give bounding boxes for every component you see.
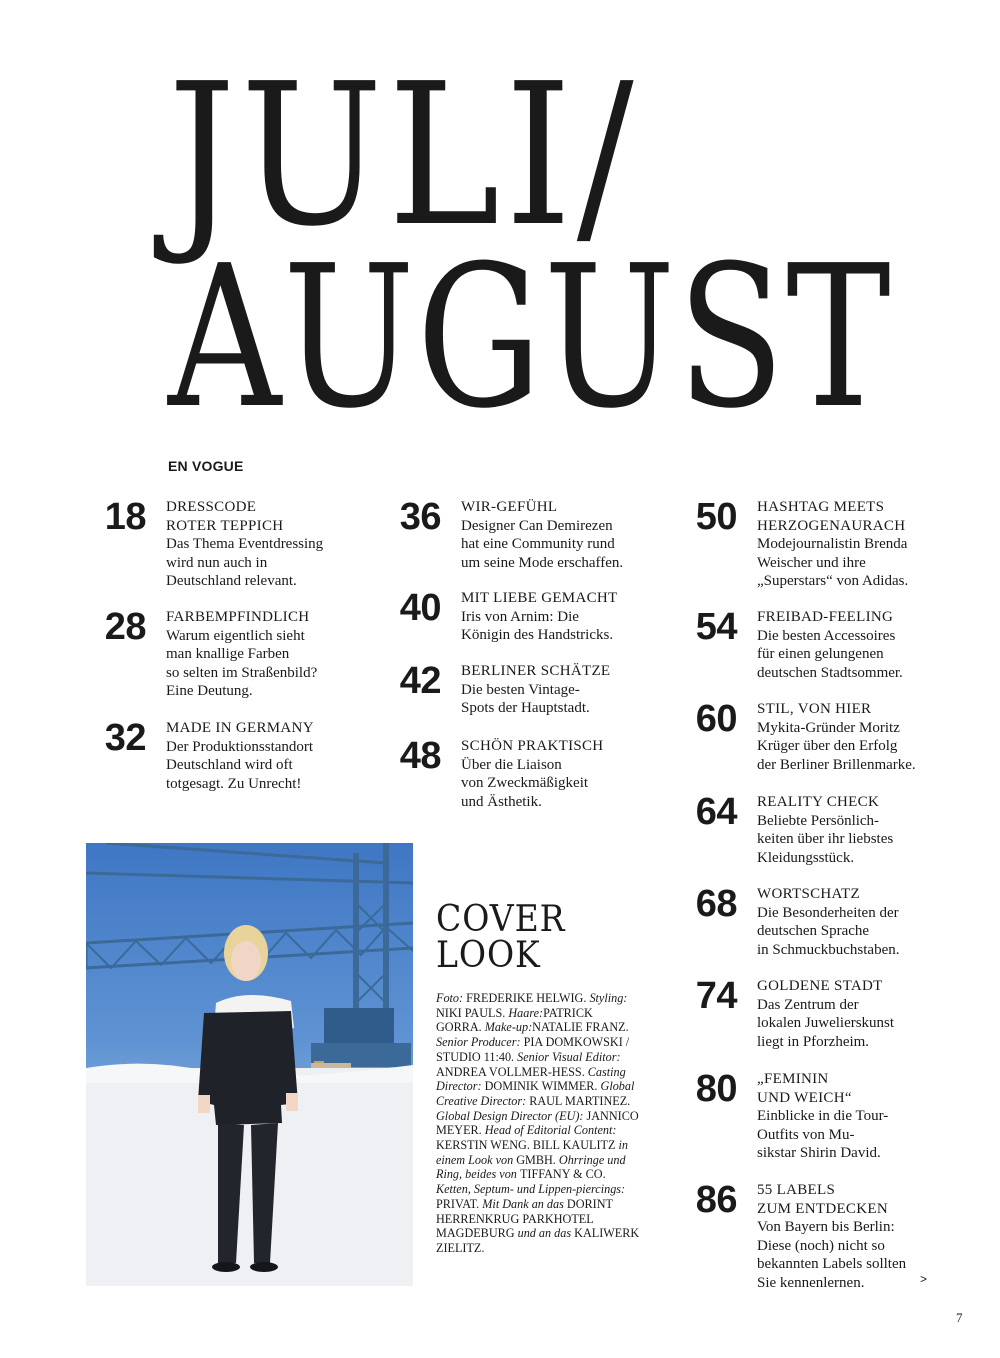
entry-description: Beliebte Persönlich- keiten über ihr liebstes Kleidungsstück. <box>757 812 894 866</box>
credit-name: PIA DOMKOWSKI / STUDIO 11:40. <box>436 1035 630 1064</box>
continue-arrow-icon[interactable]: > <box>920 1272 928 1286</box>
entry-heading: „FEMININ UND WEICH“ <box>757 1071 852 1106</box>
credit-role: und an das <box>517 1226 575 1241</box>
credit-role: Foto: <box>436 991 467 1005</box>
toc-entry[interactable] <box>399 496 624 572</box>
page-number-footer: 7 <box>956 1310 963 1325</box>
credit-name: RAUL MARTINEZ. <box>529 1093 631 1108</box>
entry-heading: SCHÖN PRAKTISCH <box>461 738 604 754</box>
page-number: 86 <box>695 1179 737 1221</box>
credit-role: Casting Director: <box>436 1064 626 1094</box>
entry-heading: BERLINER SCHÄTZE <box>461 663 611 679</box>
section-label: EN VOGUE <box>168 458 244 474</box>
toc-entry[interactable] <box>695 698 916 774</box>
entry-heading: HASHTAG MEETS HERZOGENAURACH <box>757 499 906 534</box>
credit-role: Head of Editorial Content: <box>484 1123 617 1138</box>
entry-description: Die besten Accessoires für einen gelungenen deutschen Stadtsommer. <box>757 627 903 681</box>
page-number: 32 <box>104 717 146 759</box>
credit-name: DOMINIK WIMMER. <box>484 1079 598 1094</box>
credit-name: JANNICO MEYER. <box>436 1108 639 1138</box>
credit-role: Global Creative Director: <box>436 1079 635 1108</box>
credit-name: TIFFANY & CO. <box>519 1167 606 1182</box>
credit-name: GMBH. <box>516 1152 556 1167</box>
entry-description: Einblicke in die Tour- Outfits von Mu- sikstar Shirin David. <box>757 1108 889 1161</box>
page-number: 42 <box>399 660 441 702</box>
entry-heading: FREIBAD-FEELING <box>757 609 894 625</box>
entry-description: Die besten Vintage- Spots der Hauptstadt. <box>461 681 590 716</box>
credit-name: NATALIE FRANZ. <box>532 1020 629 1035</box>
credit-name: PRIVAT. <box>436 1196 480 1211</box>
page-number: 68 <box>695 883 737 925</box>
credit-role: Make-up: <box>484 1020 533 1035</box>
credit-role: Senior Visual Editor: <box>517 1049 621 1064</box>
entry-heading: REALITY CHECK <box>757 794 880 810</box>
credit-role: Ketten, Septum- und Lippen-piercings: <box>436 1182 626 1197</box>
credit-name: DORINT HERRENKRUG PARKHOTEL MAGDEBURG <box>436 1196 613 1241</box>
entry-description: Das Zentrum der lokalen Juwelierskunst liegt in Pforzheim. <box>757 996 895 1050</box>
credit-role: Mit Dank an das <box>482 1196 567 1211</box>
entry-description: Der Produktionsstandort Deutschland wird oft totgesagt. Zu Unrecht! <box>166 738 314 792</box>
page-number: 36 <box>399 496 441 538</box>
page-number: 28 <box>104 606 146 648</box>
entry-heading: WIR-GEFÜHL <box>461 499 558 515</box>
toc-entry[interactable] <box>695 791 894 867</box>
entry-heading: FARBEMPFINDLICH <box>166 609 310 625</box>
credit-role: Senior Producer: <box>436 1035 524 1050</box>
entry-description: Von Bayern bis Berlin: Diese (noch) nicht so bekannten Labels sollten Sie kennenlernen. <box>757 1219 907 1291</box>
entry-description: Die Besonderheiten der deutschen Sprache in Schmuckbuchstaben. <box>757 904 900 958</box>
entry-heading: DRESSCODE ROTER TEPPICH <box>166 499 284 534</box>
toc-entry[interactable] <box>399 587 618 645</box>
toc-entry[interactable] <box>695 1068 889 1163</box>
entry-heading: MIT LIEBE GEMACHT <box>461 590 618 606</box>
credit-name: KERSTIN WENG. BILL KAULITZ <box>436 1138 616 1153</box>
page-number: 74 <box>695 975 737 1017</box>
toc-entry[interactable] <box>695 1179 907 1292</box>
credit-name: FREDERIKE HELWIG. <box>466 991 587 1005</box>
toc-entry[interactable] <box>104 606 318 701</box>
credit-role: Ohrringe und Ring, beides von <box>436 1152 626 1182</box>
toc-entry[interactable] <box>104 496 324 591</box>
entry-description: Warum eigentlich sieht man knallige Farben so selten im Straßenbild? Eine Deutung. <box>166 627 318 699</box>
entry-description: Mykita-Gründer Moritz Krüger über den Erfolg der Berliner Brillenmarke. <box>757 719 916 773</box>
entry-heading: WORTSCHATZ <box>757 886 860 902</box>
entry-heading: 55 LABELS ZUM ENTDECKEN <box>757 1182 888 1217</box>
toc-entry[interactable] <box>399 660 611 718</box>
toc-entry[interactable] <box>695 883 900 959</box>
page-number: 50 <box>695 496 737 538</box>
toc-entry[interactable] <box>399 735 604 811</box>
credit-name: KALIWERK ZIELITZ. <box>436 1226 640 1255</box>
toc-entry[interactable] <box>695 606 903 682</box>
credit-name: PATRICK GORRA. <box>436 1005 593 1035</box>
toc-entry[interactable] <box>695 496 909 591</box>
entry-description: Über die Liaison von Zweckmäßigkeit und Ästhetik. <box>461 756 589 810</box>
credit-role: in einem Look von <box>436 1138 628 1167</box>
entry-heading: MADE IN GERMANY <box>166 720 314 736</box>
page-number: 64 <box>695 791 737 833</box>
credit-role: Global Design Director (EU): <box>436 1108 587 1123</box>
credit-role: Styling: <box>589 991 628 1005</box>
entry-description: Das Thema Eventdressing wird nun auch in Deutschland relevant. <box>166 536 324 589</box>
credit-role: Haare: <box>508 1005 544 1020</box>
page-number: 48 <box>399 735 441 777</box>
title-juli: JULI/ <box>168 42 639 270</box>
toc-entry[interactable] <box>695 975 895 1051</box>
toc-entry[interactable] <box>104 717 314 793</box>
entry-description: Designer Can Demirezen hat eine Community rund um seine Mode erschaffen. <box>461 517 624 571</box>
page-number: 60 <box>695 698 737 740</box>
cover-credits <box>436 991 641 1256</box>
page-number: 18 <box>104 496 146 538</box>
credit-name: ANDREA VOLLMER-HESS. <box>436 1064 585 1079</box>
entry-description: Iris von Arnim: Die Königin des Handstricks. <box>461 608 614 643</box>
entry-heading: STIL, VON HIER <box>757 701 872 717</box>
page-number: 40 <box>399 587 441 629</box>
page-number: 80 <box>695 1068 737 1110</box>
cover-photo <box>86 843 413 1286</box>
page-number: 54 <box>695 606 737 648</box>
cover-photo-illustration <box>86 843 413 1286</box>
title-august: AUGUST <box>168 224 893 452</box>
cover-look-title: COVER LOOK <box>436 899 566 976</box>
credit-name: NIKI PAULS. <box>436 1005 506 1020</box>
entry-description: Modejournalistin Brenda Weischer und ihre „Superstars“ von Adidas. <box>757 536 909 589</box>
entry-heading: GOLDENE STADT <box>757 978 883 994</box>
